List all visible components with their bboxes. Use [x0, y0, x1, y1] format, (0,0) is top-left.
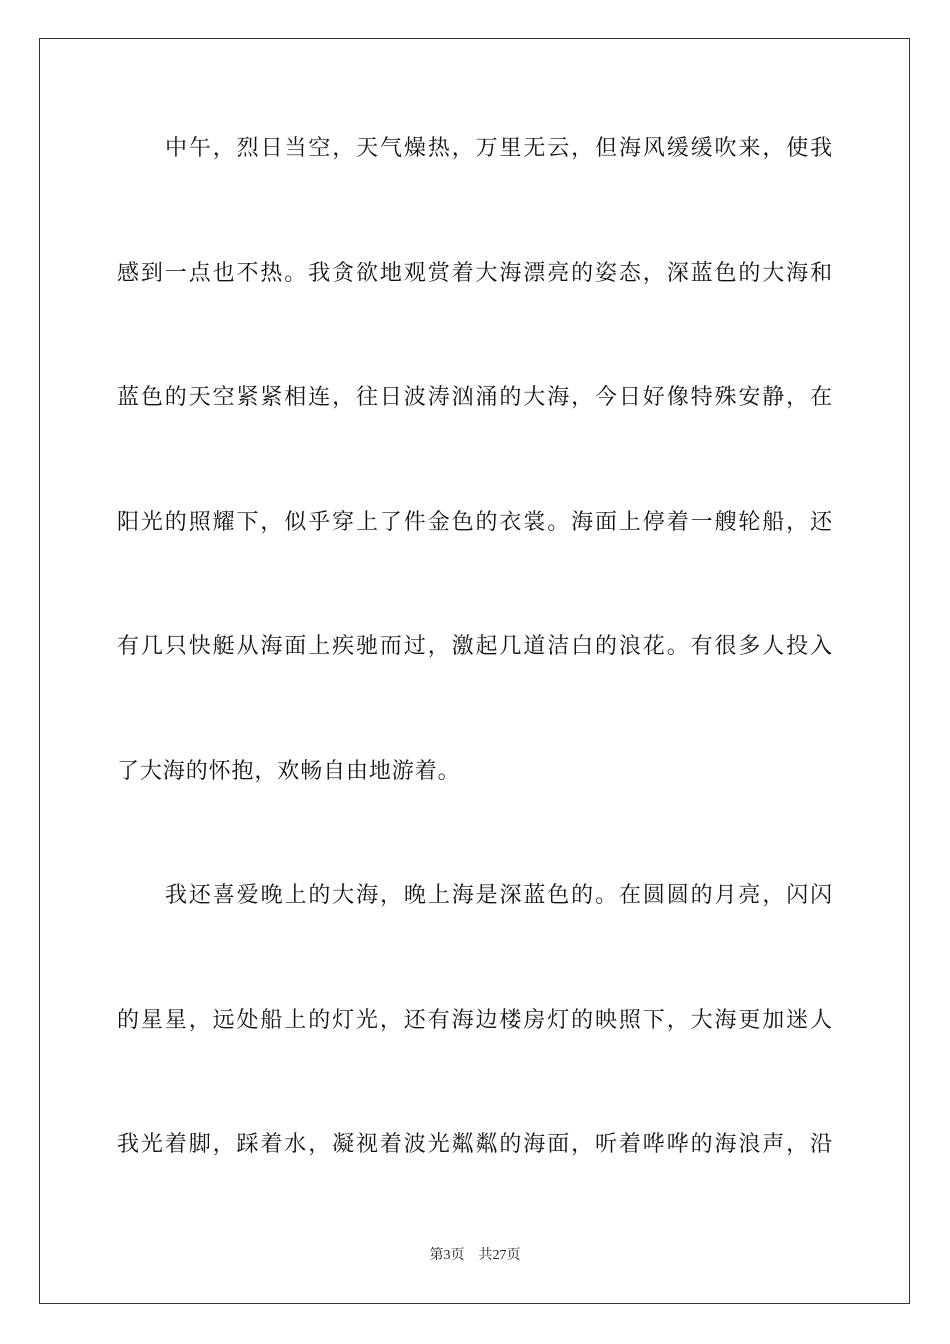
text-line: 的星星，远处船上的灯光，还有海边楼房灯的映照下，大海更加迷人: [117, 1008, 833, 1033]
text-line: 了大海的怀抱，欢畅自由地游着。: [117, 759, 461, 784]
text-line: 有几只快艇从海面上疾驰而过，激起几道洁白的浪花。有很多人投入: [117, 634, 833, 659]
text-line: 感到一点也不热。我贪欲地观赏着大海漂亮的姿态，深蓝色的大海和: [117, 261, 833, 286]
page-border: [39, 38, 910, 1304]
text-line: 中午，烈日当空，天气燥热，万里无云，但海风缓缓吹来，使我: [165, 136, 833, 161]
text-line: 阳光的照耀下，似乎穿上了件金色的衣裳。海面上停着一艘轮船，还: [117, 510, 833, 535]
text-line: 我还喜爱晚上的大海，晚上海是深蓝色的。在圆圆的月亮，闪闪: [165, 883, 833, 908]
page-total: 共27页: [478, 1248, 521, 1263]
page-number: 第3页: [429, 1248, 465, 1263]
page-footer: [0, 1247, 950, 1265]
text-line: 我光着脚，踩着水，凝视着波光粼粼的海面，听着哗哗的海浪声，沿: [117, 1132, 833, 1157]
text-line: 蓝色的天空紧紧相连，往日波涛汹涌的大海，今日好像特殊安静，在: [117, 385, 833, 410]
